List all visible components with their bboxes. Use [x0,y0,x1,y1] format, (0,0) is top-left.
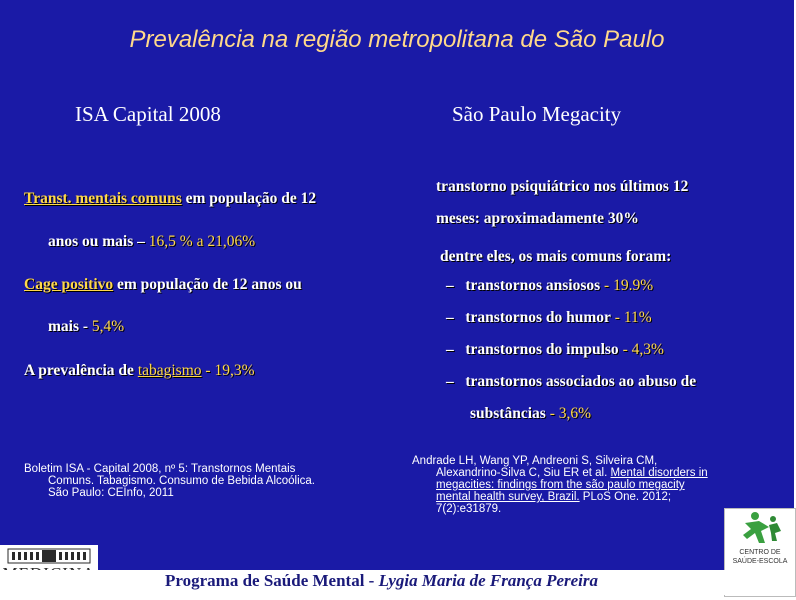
centro-line2: SAÚDE-ESCOLA [732,558,788,565]
right-intro-line2: meses: aproximadamente 30% [436,210,639,227]
right-ref-line4 [412,491,757,503]
left-item3-highlight: tabagismo [137,362,202,379]
left-item1-line2 [48,233,255,251]
centro-line1: CENTRO DE [739,549,781,556]
right-ref-line5: 7(2):e31879. [436,503,502,515]
left-item1-suffix: em população de 12 [181,190,317,207]
right-bullet-3 [446,341,664,359]
right-ref-line4-plain: PLoS One. 2012; [579,491,672,503]
left-item1-prefix: Transt. mentais comuns [24,190,182,207]
right-ref-line1: Andrade LH, Wang YP, Andreoni S, Silveira CM, [412,455,658,467]
slide-title: Prevalência na região metropolitana de São Paulo [129,26,665,53]
left-item3-value: - 19,3% [201,362,255,379]
left-item2-line2 [48,318,124,336]
bullet-dash: – [446,309,454,326]
right-bullet-3-value: - 4,3% [618,341,664,358]
left-item3 [24,362,254,380]
left-item1-line2-text: anos ou mais – [48,233,149,250]
left-item2-suffix: em população de 12 anos ou [113,276,302,293]
people-figure-icon [725,509,795,549]
bullet-dash: – [446,341,454,358]
right-intro-line3: dentre eles, os mais comuns foram: [440,248,672,265]
left-heading: ISA Capital 2008 [75,102,221,126]
right-ref-link[interactable]: Mental disorders in [610,467,708,479]
right-bullet-4-value: - 3,6% [545,405,592,422]
left-ref-line1: Boletim ISA - Capital 2008, nº 5: Transtornos Mentais [24,463,296,475]
right-ref-line2-plain: Alexandrino-Silva C, Siu ER et al. [436,467,611,479]
footer-band [0,570,794,595]
right-intro-line1: transtorno psiquiátrico nos últimos 12 [436,178,689,195]
footer-program: Programa de Saúde Mental - [165,571,379,590]
left-item2-line1 [24,276,302,294]
footer-line [165,571,598,591]
left-item3-text: A prevalência de [24,362,138,379]
right-bullet-2-value: - 11% [610,309,652,326]
right-bullet-2-label: transtornos do humor [465,309,611,326]
right-bullet-1 [446,277,653,295]
left-reference [24,463,364,499]
right-heading: São Paulo Megacity [452,102,622,126]
right-ref-line3[interactable]: megacities: findings from the são paulo megacity [436,479,685,491]
right-ref-line2 [412,467,757,479]
right-bullet-1-label: transtornos ansiosos [465,277,601,294]
left-item2-line2-text: mais - [48,318,92,335]
right-bullet-4 [446,373,696,391]
right-reference [412,455,757,515]
right-bullet-3-label: transtornos do impulso [465,341,619,358]
left-ref-line3: São Paulo: CEInfo, 2011 [48,487,174,499]
left-item2-value: 5,4% [91,318,125,335]
left-item1-value: 16,5 % a 21,06% [148,233,256,250]
bullet-dash: – [446,373,454,390]
right-bullet-4-line2-label: substâncias [470,405,546,422]
left-item2-prefix: Cage positivo [24,276,114,293]
right-bullet-4-label: transtornos associados ao abuso de [465,373,697,390]
bullet-dash: – [446,277,454,294]
right-ref-link-2[interactable]: mental health survey, Brazil. [436,491,580,503]
right-bullet-2 [446,309,652,327]
left-item1-line1 [24,190,316,208]
right-bullet-1-value: - 19.9% [600,277,654,294]
left-ref-line2: Comuns. Tabagismo. Consumo de Bebida Alcoólica. [48,475,315,487]
footer-author: Lygia Maria de França Pereira [378,571,598,590]
right-bullet-4-line2 [470,405,591,423]
